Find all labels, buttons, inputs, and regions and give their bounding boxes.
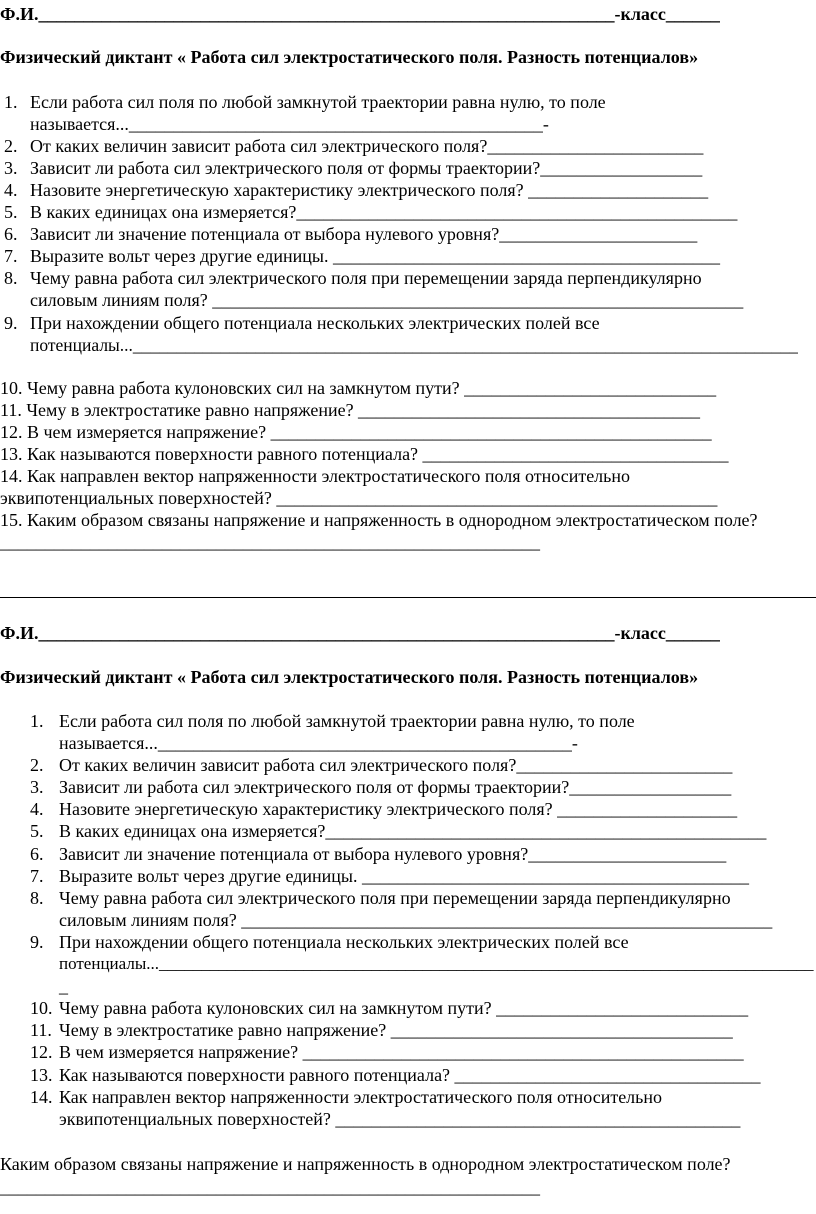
- dictation-title: Физический диктант « Работа сил электростатического поля. Разность потенциалов»: [0, 667, 699, 687]
- question-text: При нахождении общего потенциала нескольких электрических полей все: [30, 313, 600, 333]
- question-text: Чему равна работа сил электрического поля при перемещении заряда перпендикулярно: [30, 268, 702, 288]
- question-text: Если работа сил поля по любой замкнутой траектории равна нулю, то поле: [30, 92, 606, 112]
- question-number: 1.: [4, 92, 18, 112]
- question-number: 3.: [4, 158, 18, 178]
- question-number: 4.: [30, 799, 44, 819]
- question-text: Чему равна работа сил электрического поля при перемещении заряда перпендикулярно: [59, 888, 731, 908]
- answer-line: ____________________________________________________________: [0, 532, 540, 552]
- question-text: При нахождении общего потенциала нескольких электрических полей все: [59, 932, 629, 952]
- answer-line: ____________________________________________________________: [0, 1177, 540, 1197]
- question-number: 14.: [30, 1087, 53, 1107]
- cut-line-divider: [0, 597, 816, 598]
- question-text: В каких единицах она измеряется?_________________________________________________: [30, 202, 738, 222]
- question-text: 14. Как направлен вектор напряженности электростатического поля относительно: [0, 466, 631, 486]
- question-number: 6.: [30, 844, 44, 864]
- question-text: В каких единицах она измеряется?_________________________________________________: [59, 821, 767, 841]
- question-number: 12.: [30, 1042, 53, 1062]
- question-text: 15. Каким образом связаны напряжение и напряженность в однородном электростатическом поле?: [0, 510, 758, 530]
- question-number: 3.: [30, 777, 44, 797]
- question-text: 13. Как называются поверхности равного потенциала? __________________________________: [0, 444, 729, 464]
- question-number: 9.: [4, 313, 18, 333]
- question-number: 13.: [30, 1065, 53, 1085]
- name-class-header: Ф.И.________________________________________________________________-класс______: [0, 623, 720, 643]
- question-text: эквипотенциальных поверхностей? _________________________________________________: [0, 488, 718, 508]
- question-number: 7.: [30, 866, 44, 886]
- question-number: 8.: [4, 268, 18, 288]
- question-text: силовым линиям поля? ___________________________________________________________: [30, 290, 744, 310]
- question-text: Как называются поверхности равного потенциала? __________________________________: [59, 1065, 761, 1085]
- question-text: В чем измеряется напряжение? _________________________________________________: [59, 1042, 744, 1062]
- question-text: 10. Чему равна работа кулоновских сил на замкнутом пути? ____________________________: [0, 378, 717, 398]
- question-text: потенциалы...____________________________________________________________________________: [30, 335, 798, 355]
- question-text: называется...______________________________________________-: [59, 733, 578, 753]
- question-text: От каких величин зависит работа сил электрического поля?________________________: [30, 136, 704, 156]
- question-text: 12. В чем измеряется напряжение? _________________________________________________: [0, 422, 712, 442]
- question-text: Зависит ли работа сил электрического поля от формы траектории?__________________: [30, 158, 703, 178]
- question-text: Зависит ли значение потенциала от выбора нулевого уровня?______________________: [30, 224, 698, 244]
- question-number: 5.: [4, 202, 18, 222]
- question-number: 11.: [30, 1020, 52, 1040]
- answer-line: _: [59, 976, 68, 996]
- question-text: 11. Чему в электростатике равно напряжение? ______________________________________: [0, 400, 701, 420]
- name-class-header: Ф.И.________________________________________________________________-класс______: [0, 4, 720, 24]
- question-text: Зависит ли работа сил электрического поля от формы траектории?__________________: [59, 777, 732, 797]
- question-text: Как направлен вектор напряженности электростатического поля относительно: [59, 1087, 663, 1107]
- question-text: Зависит ли значение потенциала от выбора нулевого уровня?______________________: [59, 844, 727, 864]
- question-number: 10.: [30, 998, 53, 1018]
- question-number: 8.: [30, 888, 44, 908]
- dictation-title: Физический диктант « Работа сил электростатического поля. Разность потенциалов»: [0, 47, 699, 67]
- question-number: 9.: [30, 932, 44, 952]
- question-number: 7.: [4, 246, 18, 266]
- question-text: Если работа сил поля по любой замкнутой траектории равна нулю, то поле: [59, 711, 635, 731]
- question-text: Назовите энергетическую характеристику электрического поля? ____________________: [30, 180, 709, 200]
- question-text: эквипотенциальных поверхностей? _____________________________________________: [59, 1109, 741, 1129]
- question-text: Назовите энергетическую характеристику электрического поля? ____________________: [59, 799, 738, 819]
- question-text: силовым линиям поля? ___________________________________________________________: [59, 910, 773, 930]
- question-text: Чему равна работа кулоновских сил на замкнутом пути? ____________________________: [59, 998, 749, 1018]
- question-number: 5.: [30, 821, 44, 841]
- question-text: потенциалы..._____________________________________________________________________________: [59, 954, 814, 973]
- question-text: От каких величин зависит работа сил электрического поля?________________________: [59, 755, 733, 775]
- question-text: Выразите вольт через другие единицы. ___________________________________________: [59, 866, 750, 886]
- question-text: Выразите вольт через другие единицы. ___________________________________________: [30, 246, 721, 266]
- question-text: называется...______________________________________________-: [30, 114, 549, 134]
- question-text: Чему в электростатике равно напряжение? ______________________________________: [59, 1020, 733, 1040]
- question-number: 4.: [4, 180, 18, 200]
- question-number: 1.: [30, 711, 44, 731]
- question-number: 2.: [30, 755, 44, 775]
- question-number: 6.: [4, 224, 18, 244]
- question-text: Каким образом связаны напряжение и напряженность в однородном электростатическом поле?: [0, 1154, 731, 1174]
- question-number: 2.: [4, 136, 18, 156]
